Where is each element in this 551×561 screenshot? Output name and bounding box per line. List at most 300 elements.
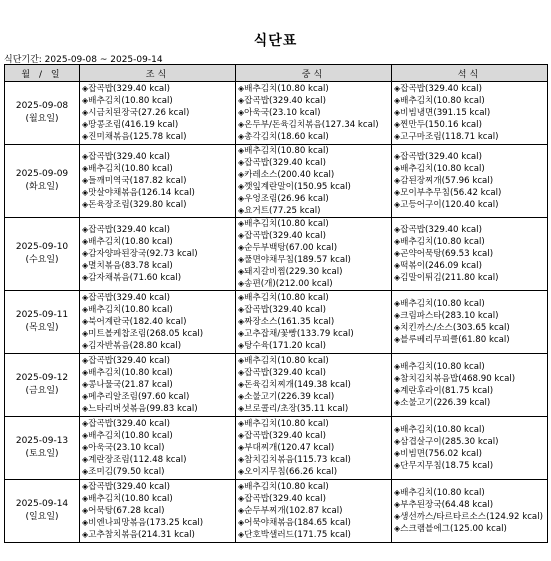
- menu-item: [394, 298, 547, 310]
- menu-item-text: 잡곡밥(329.40 kcal): [244, 158, 326, 168]
- menu-item-text: 배추김치(10.80 kcal): [88, 494, 173, 504]
- lunch-cell: [236, 291, 392, 354]
- menu-item: [82, 236, 235, 248]
- menu-item-text: 돈육김치찌개(149.38 kcal): [244, 380, 351, 390]
- bullet-icon: ◈: [238, 431, 245, 440]
- bullet-icon: ◈: [394, 362, 401, 371]
- bullet-icon: ◈: [238, 96, 245, 105]
- menu-item-text: 진미채볶음(125.78 kcal): [88, 132, 187, 142]
- menu-item-text: 잡곡밥(329.40 kcal): [244, 96, 326, 106]
- lunch-menu-list: [238, 481, 391, 541]
- menu-item: [82, 95, 235, 107]
- lunch-cell: [236, 480, 392, 543]
- menu-item-text: 곤약어묵탕(69.53 kcal): [400, 249, 494, 259]
- menu-item-text: 모이부추무침(56.42 kcal): [400, 188, 502, 198]
- menu-item-text: 소불고기(226.39 kcal): [400, 398, 491, 408]
- menu-item-text: 부대찌개(120.47 kcal): [244, 443, 335, 453]
- bullet-icon: ◈: [238, 146, 245, 155]
- bullet-icon: ◈: [82, 96, 89, 105]
- menu-item-text: 배추김치(10.80 kcal): [244, 146, 329, 156]
- bullet-icon: ◈: [394, 200, 401, 209]
- date-text: 2025-09-10: [15, 242, 69, 252]
- dinner-cell: [392, 145, 548, 218]
- bullet-icon: ◈: [394, 512, 401, 521]
- menu-item: [394, 361, 547, 373]
- lunch-cell: [236, 417, 392, 480]
- bullet-icon: ◈: [82, 467, 89, 476]
- menu-item: [394, 119, 547, 131]
- menu-item-text: 배추김치(10.80 kcal): [400, 164, 485, 174]
- menu-item: [238, 266, 391, 278]
- bullet-icon: ◈: [238, 84, 245, 93]
- breakfast-cell: [80, 354, 236, 417]
- page-title: 식단표: [253, 33, 298, 49]
- dinner-menu-list: [394, 83, 547, 143]
- menu-item: [238, 119, 391, 131]
- bullet-icon: ◈: [238, 368, 245, 377]
- date-cell: [5, 354, 80, 417]
- menu-item: [238, 367, 391, 379]
- date-cell: [5, 480, 80, 543]
- dinner-menu-list: [394, 361, 547, 409]
- bullet-icon: ◈: [238, 219, 245, 228]
- menu-item-text: 블루베리무피클(61.80 kcal): [400, 335, 510, 345]
- menu-item-text: 잡곡밥(329.40 kcal): [244, 368, 326, 378]
- menu-item-text: 잡곡밥(329.40 kcal): [88, 419, 170, 429]
- menu-item: [82, 83, 235, 95]
- menu-item-text: 계란후라이(81.75 kcal): [400, 386, 494, 396]
- dinner-menu-list: [394, 424, 547, 472]
- table-row: [5, 417, 548, 480]
- bullet-icon: ◈: [82, 120, 89, 129]
- table-row: [5, 480, 548, 543]
- menu-item: [82, 131, 235, 143]
- weekday-text: (금요일): [25, 386, 59, 396]
- lunch-cell: [236, 82, 392, 145]
- bullet-icon: ◈: [82, 164, 89, 173]
- menu-item-text: 온두부/돈육김치볶음(127.34 kcal): [244, 120, 379, 130]
- bullet-icon: ◈: [394, 120, 401, 129]
- menu-item: [82, 292, 235, 304]
- menu-item-text: 시금치된장국(27.26 kcal): [88, 108, 190, 118]
- menu-item-text: 배추김치(10.80 kcal): [244, 419, 329, 429]
- menu-item: [394, 310, 547, 322]
- bullet-icon: ◈: [82, 494, 89, 503]
- menu-item-text: 잡곡밥(329.40 kcal): [88, 293, 170, 303]
- menu-item: [238, 181, 391, 193]
- bullet-icon: ◈: [394, 398, 401, 407]
- bullet-icon: ◈: [82, 368, 89, 377]
- menu-item-text: 김말이튀김(211.80 kcal): [400, 273, 499, 283]
- bullet-icon: ◈: [238, 482, 245, 491]
- dinner-cell: [392, 82, 548, 145]
- menu-item-text: 느타리버섯볶음(99.83 kcal): [88, 404, 198, 414]
- lunch-menu-list: [238, 292, 391, 352]
- weekday-text: (일요일): [25, 512, 59, 522]
- breakfast-cell: [80, 145, 236, 218]
- menu-item: [238, 379, 391, 391]
- bullet-icon: ◈: [82, 431, 89, 440]
- menu-item-text: 짜장소스(161.35 kcal): [244, 317, 335, 327]
- menu-item: [82, 481, 235, 493]
- bullet-icon: ◈: [238, 380, 245, 389]
- menu-item-text: 송편(개)(212.00 kcal): [244, 279, 333, 289]
- menu-item-text: 메추리알조림(97.60 kcal): [88, 392, 190, 402]
- menu-item-text: 비엔나피망볶음(173.25 kcal): [88, 518, 204, 528]
- weekday-text: (수요일): [25, 255, 59, 265]
- lunch-menu-list: [238, 83, 391, 143]
- menu-item-text: 단무지무침(18.75 kcal): [400, 461, 494, 471]
- menu-item: [82, 272, 235, 284]
- menu-item: [238, 242, 391, 254]
- menu-item: [238, 278, 391, 290]
- menu-item: [238, 193, 391, 205]
- dinner-menu-list: [394, 487, 547, 535]
- menu-item: [394, 199, 547, 211]
- bullet-icon: ◈: [82, 455, 89, 464]
- lunch-cell: [236, 218, 392, 291]
- menu-item-text: 크림파스타(283.10 kcal): [400, 311, 499, 321]
- bullet-icon: ◈: [238, 494, 245, 503]
- menu-item-text: 배추김치(10.80 kcal): [400, 96, 485, 106]
- menu-item-text: 배추김치(10.80 kcal): [400, 299, 485, 309]
- dinner-cell: [392, 480, 548, 543]
- table-row: [5, 291, 548, 354]
- weekday-text: (토요일): [25, 449, 59, 459]
- bullet-icon: ◈: [394, 164, 401, 173]
- menu-item-text: 잡곡밥(329.40 kcal): [244, 494, 326, 504]
- menu-item: [82, 466, 235, 478]
- bullet-icon: ◈: [82, 482, 89, 491]
- bullet-icon: ◈: [82, 132, 89, 141]
- menu-item-text: 고추참치볶음(214.31 kcal): [88, 530, 195, 540]
- breakfast-menu-list: [82, 355, 235, 415]
- menu-item-text: 참치김치볶음(115.73 kcal): [244, 455, 351, 465]
- table-row: [5, 82, 548, 145]
- menu-item-text: 순두부찌개(102.87 kcal): [244, 506, 343, 516]
- bullet-icon: ◈: [394, 335, 401, 344]
- menu-item: [238, 169, 391, 181]
- menu-item: [238, 304, 391, 316]
- menu-item: [394, 272, 547, 284]
- bullet-icon: ◈: [82, 84, 89, 93]
- bullet-icon: ◈: [394, 323, 401, 332]
- bullet-icon: ◈: [238, 404, 245, 413]
- bullet-icon: ◈: [394, 261, 401, 270]
- menu-item-text: 김자반볶음(28.80 kcal): [88, 341, 182, 351]
- menu-item-text: 단호박샐러드(171.75 kcal): [244, 530, 351, 540]
- menu-item: [238, 157, 391, 169]
- menu-item-text: 배추김치(10.80 kcal): [88, 305, 173, 315]
- menu-item-text: 배추김치(10.80 kcal): [244, 84, 329, 94]
- menu-item: [394, 248, 547, 260]
- menu-item-text: 잡곡밥(329.40 kcal): [88, 225, 170, 235]
- menu-item: [394, 260, 547, 272]
- menu-item-text: 잡곡밥(329.40 kcal): [88, 356, 170, 366]
- menu-item-text: 순두부백탕(67.00 kcal): [244, 243, 338, 253]
- dinner-menu-list: [394, 224, 547, 284]
- menu-item-text: 떡볶이(246.09 kcal): [400, 261, 482, 271]
- lunch-menu-list: [238, 418, 391, 478]
- bullet-icon: ◈: [82, 329, 89, 338]
- bullet-icon: ◈: [82, 108, 89, 117]
- menu-item-text: 소불고기(226.39 kcal): [244, 392, 335, 402]
- menu-item-text: 탕수육(171.20 kcal): [244, 341, 326, 351]
- table-row: [5, 354, 548, 417]
- menu-item: [238, 254, 391, 266]
- date-text: 2025-09-11: [15, 310, 69, 320]
- menu-item-text: 배추김치(10.80 kcal): [400, 425, 485, 435]
- menu-item: [238, 430, 391, 442]
- menu-item: [238, 316, 391, 328]
- lunch-cell: [236, 145, 392, 218]
- menu-item: [82, 493, 235, 505]
- lunch-menu-list: [238, 218, 391, 290]
- menu-item: [82, 403, 235, 415]
- bullet-icon: ◈: [238, 293, 245, 302]
- menu-item: [394, 511, 547, 523]
- menu-item: [394, 107, 547, 119]
- bullet-icon: ◈: [394, 488, 401, 497]
- bullet-icon: ◈: [82, 317, 89, 326]
- menu-item-text: 들깨미역국(187.82 kcal): [88, 176, 187, 186]
- menu-item-text: 비빔면(756.02 kcal): [400, 449, 482, 459]
- menu-item-text: 우엉조림(26.96 kcal): [244, 194, 329, 204]
- table-row: [5, 218, 548, 291]
- menu-item: [394, 385, 547, 397]
- bullet-icon: ◈: [394, 500, 401, 509]
- bullet-icon: ◈: [238, 317, 245, 326]
- bullet-icon: ◈: [82, 356, 89, 365]
- bullet-icon: ◈: [82, 152, 89, 161]
- breakfast-cell: [80, 218, 236, 291]
- menu-item-text: 고구마조림(118.71 kcal): [400, 132, 499, 142]
- menu-item: [82, 260, 235, 272]
- weekday-text: (화요일): [25, 182, 59, 192]
- menu-item-text: 오이지무침(66.26 kcal): [244, 467, 338, 477]
- bullet-icon: ◈: [82, 305, 89, 314]
- menu-item: [82, 379, 235, 391]
- menu-item: [238, 517, 391, 529]
- menu-item-text: 요거트(77.25 kcal): [244, 206, 321, 216]
- menu-item: [82, 430, 235, 442]
- table-header-row: [5, 65, 548, 82]
- menu-item-text: 콩나물국(21.87 kcal): [88, 380, 173, 390]
- menu-item-text: 잡곡밥(329.40 kcal): [400, 225, 482, 235]
- menu-item: [82, 355, 235, 367]
- meal-table: [4, 64, 548, 543]
- bullet-icon: ◈: [394, 311, 401, 320]
- bullet-icon: ◈: [238, 194, 245, 203]
- bullet-icon: ◈: [238, 255, 245, 264]
- menu-item-text: 배추김치(10.80 kcal): [88, 237, 173, 247]
- bullet-icon: ◈: [394, 96, 401, 105]
- meal-table-body: [5, 82, 548, 543]
- menu-item: [394, 460, 547, 472]
- bullet-icon: ◈: [238, 231, 245, 240]
- bullet-icon: ◈: [82, 188, 89, 197]
- menu-item: [394, 448, 547, 460]
- menu-item: [238, 481, 391, 493]
- bullet-icon: ◈: [394, 188, 401, 197]
- menu-item-text: 스크램블에그(125.00 kcal): [400, 524, 507, 534]
- bullet-icon: ◈: [238, 518, 245, 527]
- menu-item: [238, 529, 391, 541]
- menu-item-text: 멸치볶음(83.78 kcal): [88, 261, 173, 271]
- bullet-icon: ◈: [82, 443, 89, 452]
- breakfast-cell: [80, 82, 236, 145]
- menu-item: [238, 403, 391, 415]
- date-text: 2025-09-13: [15, 436, 69, 446]
- menu-item: [82, 529, 235, 541]
- bullet-icon: ◈: [238, 243, 245, 252]
- bullet-icon: ◈: [82, 404, 89, 413]
- bullet-icon: ◈: [82, 530, 89, 539]
- bullet-icon: ◈: [82, 261, 89, 270]
- menu-item: [394, 187, 547, 199]
- menu-item: [82, 175, 235, 187]
- menu-item-text: 생선까스/타르타르소스(124.92 kcal): [400, 512, 543, 522]
- dinner-cell: [392, 417, 548, 480]
- menu-item: [82, 316, 235, 328]
- menu-item: [238, 418, 391, 430]
- menu-item: [82, 454, 235, 466]
- bullet-icon: ◈: [394, 108, 401, 117]
- bullet-icon: ◈: [394, 176, 401, 185]
- menu-item: [238, 454, 391, 466]
- breakfast-menu-list: [82, 224, 235, 284]
- menu-item: [82, 391, 235, 403]
- menu-item-text: 비빔냉면(391.15 kcal): [400, 108, 491, 118]
- menu-item: [394, 523, 547, 535]
- dinner-menu-list: [394, 298, 547, 346]
- header-dinner: 석식: [392, 65, 548, 82]
- menu-item: [82, 151, 235, 163]
- bullet-icon: ◈: [238, 182, 245, 191]
- menu-item-text: 배추김치(10.80 kcal): [88, 431, 173, 441]
- menu-item-text: 아욱국(23.10 kcal): [244, 108, 321, 118]
- bullet-icon: ◈: [238, 132, 245, 141]
- breakfast-menu-list: [82, 418, 235, 478]
- lunch-menu-list: [238, 145, 391, 217]
- menu-item: [82, 442, 235, 454]
- bullet-icon: ◈: [82, 380, 89, 389]
- menu-item-text: 잡곡밥(329.40 kcal): [88, 482, 170, 492]
- bullet-icon: ◈: [238, 206, 245, 215]
- menu-item: [238, 505, 391, 517]
- menu-item: [238, 145, 391, 157]
- bullet-icon: ◈: [238, 467, 245, 476]
- bullet-icon: ◈: [238, 506, 245, 515]
- menu-item-text: 조미김(79.50 kcal): [88, 467, 165, 477]
- bullet-icon: ◈: [82, 249, 89, 258]
- lunch-cell: [236, 354, 392, 417]
- menu-item: [82, 340, 235, 352]
- bullet-icon: ◈: [238, 392, 245, 401]
- menu-item: [394, 95, 547, 107]
- menu-item-text: 찐만두(150.16 kcal): [400, 120, 482, 130]
- menu-item-text: 부추된장국(64.48 kcal): [400, 500, 494, 510]
- bullet-icon: ◈: [238, 108, 245, 117]
- menu-item-text: 잡곡밥(329.40 kcal): [88, 84, 170, 94]
- bullet-icon: ◈: [394, 84, 401, 93]
- menu-item-text: 카레소스(200.40 kcal): [244, 170, 335, 180]
- bullet-icon: ◈: [394, 524, 401, 533]
- menu-item: [238, 230, 391, 242]
- menu-item: [238, 355, 391, 367]
- bullet-icon: ◈: [82, 273, 89, 282]
- bullet-icon: ◈: [82, 293, 89, 302]
- menu-item: [82, 505, 235, 517]
- lunch-menu-list: [238, 355, 391, 415]
- table-row: [5, 145, 548, 218]
- menu-item: [82, 163, 235, 175]
- breakfast-cell: [80, 291, 236, 354]
- bullet-icon: ◈: [394, 249, 401, 258]
- menu-item: [238, 391, 391, 403]
- menu-item: [238, 340, 391, 352]
- menu-item-text: 배추김치(10.80 kcal): [400, 488, 485, 498]
- header-breakfast: 조식: [80, 65, 236, 82]
- menu-item: [394, 424, 547, 436]
- weekday-text: (목요일): [25, 323, 59, 333]
- bullet-icon: ◈: [394, 132, 401, 141]
- date-text: 2025-09-09: [15, 169, 69, 179]
- bullet-icon: ◈: [394, 273, 401, 282]
- bullet-icon: ◈: [82, 341, 89, 350]
- bullet-icon: ◈: [394, 425, 401, 434]
- menu-item: [238, 83, 391, 95]
- date-cell: [5, 417, 80, 480]
- menu-item: [238, 493, 391, 505]
- menu-item-text: 계란장조림(112.48 kcal): [88, 455, 187, 465]
- menu-item: [82, 367, 235, 379]
- menu-item: [394, 151, 547, 163]
- menu-item-text: 잡곡밥(329.40 kcal): [244, 305, 326, 315]
- menu-item-text: 맛살야채볶음(126.14 kcal): [88, 188, 195, 198]
- menu-item-text: 잡곡밥(329.40 kcal): [88, 152, 170, 162]
- menu-item: [238, 466, 391, 478]
- menu-item-text: 고등어구이(120.40 kcal): [400, 200, 499, 210]
- menu-item: [394, 334, 547, 346]
- date-cell: [5, 145, 80, 218]
- bullet-icon: ◈: [82, 200, 89, 209]
- menu-item-text: 돈육장조림(329.80 kcal): [88, 200, 187, 210]
- menu-item-text: 땅콩조림(416.19 kcal): [88, 120, 179, 130]
- menu-item-text: 잡곡밥(329.40 kcal): [244, 231, 326, 241]
- date-text: 2025-09-12: [15, 373, 69, 383]
- menu-item: [238, 205, 391, 217]
- date-cell: [5, 82, 80, 145]
- menu-item-text: 감자채볶음(71.60 kcal): [88, 273, 182, 283]
- menu-item-text: 미트볼케찹조림(268.05 kcal): [88, 329, 204, 339]
- menu-item: [82, 224, 235, 236]
- menu-item-text: 브로콜리/초장(35.11 kcal): [244, 404, 349, 414]
- bullet-icon: ◈: [238, 120, 245, 129]
- menu-item-text: 고추잡채/꽃빵(133.79 kcal): [244, 329, 354, 339]
- dinner-menu-list: [394, 151, 547, 211]
- bullet-icon: ◈: [394, 374, 401, 383]
- menu-item: [394, 175, 547, 187]
- date-text: 2025-09-14: [15, 499, 69, 509]
- bullet-icon: ◈: [394, 237, 401, 246]
- header-lunch: 중식: [236, 65, 392, 82]
- menu-item-text: 배추김치(10.80 kcal): [400, 362, 485, 372]
- menu-item: [238, 131, 391, 143]
- menu-item: [394, 322, 547, 334]
- menu-item: [394, 131, 547, 143]
- bullet-icon: ◈: [238, 443, 245, 452]
